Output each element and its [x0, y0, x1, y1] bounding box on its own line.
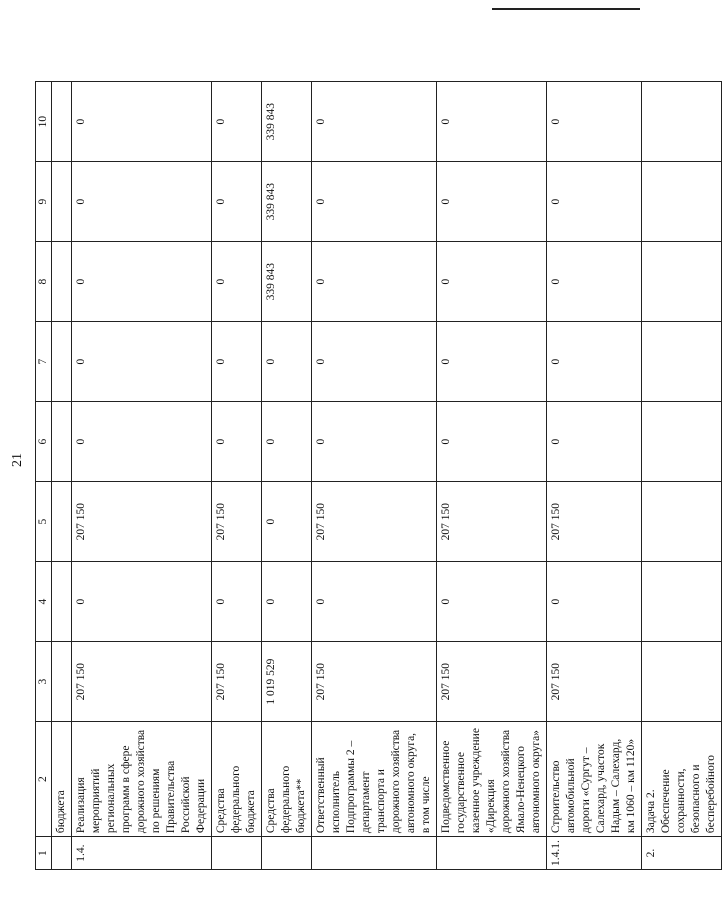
value-cell: 0 — [547, 562, 642, 642]
value-cell — [52, 402, 72, 482]
row-description: Реализация мероприятий региональных программ в сфере дорожного хозяйства по решениям Правительства Российской Федерации — [72, 722, 212, 837]
value-cell: 207 150 — [312, 482, 437, 562]
header-cell: 8 — [36, 242, 52, 322]
value-cell: 0 — [547, 402, 642, 482]
table-row — [72, 82, 212, 870]
table-row — [437, 82, 547, 870]
header-cell: 5 — [36, 482, 52, 562]
value-cell — [642, 242, 722, 322]
header-cell: 3 — [36, 642, 52, 722]
value-cell: 0 — [262, 562, 312, 642]
value-cell — [642, 322, 722, 402]
value-cell: 207 150 — [212, 482, 262, 562]
value-cell: 0 — [72, 562, 212, 642]
value-cell: 0 — [312, 162, 437, 242]
value-cell — [52, 482, 72, 562]
top-rule — [492, 8, 640, 10]
row-number: 1.4. — [72, 837, 212, 870]
value-cell: 0 — [312, 82, 437, 162]
header-cell: 10 — [36, 82, 52, 162]
value-cell: 0 — [72, 402, 212, 482]
row-number: 2. — [642, 837, 722, 870]
value-cell: 0 — [437, 82, 547, 162]
budget-table — [35, 81, 722, 870]
value-cell: 0 — [212, 242, 262, 322]
page-number: 21 — [10, 453, 25, 467]
value-cell: 339 843 — [262, 162, 312, 242]
value-cell: 207 150 — [72, 642, 212, 722]
value-cell: 0 — [547, 242, 642, 322]
value-cell — [642, 82, 722, 162]
value-cell — [642, 482, 722, 562]
value-cell: 207 150 — [547, 642, 642, 722]
value-cell: 0 — [437, 162, 547, 242]
value-cell: 207 150 — [312, 642, 437, 722]
value-cell: 0 — [212, 82, 262, 162]
row-description: Задача 2. Обеспечение сохранности, безопасного и бесперебойного — [642, 722, 722, 837]
value-cell: 0 — [212, 562, 262, 642]
table-row — [642, 82, 722, 870]
table-row — [212, 82, 262, 870]
value-cell: 0 — [312, 322, 437, 402]
value-cell: 339 843 — [262, 82, 312, 162]
value-cell: 1 019 529 — [262, 642, 312, 722]
value-cell: 207 150 — [547, 482, 642, 562]
header-cell: 2 — [36, 722, 52, 837]
header-row — [36, 82, 52, 870]
value-cell: 0 — [72, 82, 212, 162]
value-cell: 0 — [262, 482, 312, 562]
value-cell: 207 150 — [212, 642, 262, 722]
value-cell: 0 — [312, 562, 437, 642]
table-row — [547, 82, 642, 870]
table-row — [52, 82, 72, 870]
value-cell — [52, 642, 72, 722]
value-cell: 207 150 — [437, 642, 547, 722]
value-cell — [642, 402, 722, 482]
value-cell: 0 — [437, 322, 547, 402]
value-cell — [52, 162, 72, 242]
value-cell: 0 — [72, 162, 212, 242]
value-cell: 0 — [437, 562, 547, 642]
table-row — [312, 82, 437, 870]
value-cell: 0 — [212, 322, 262, 402]
value-cell — [52, 82, 72, 162]
row-description: Строительство автомобильной дороги «Сургут – Салехард, участок Надым – Салехард, км 1060 – км 1120» — [547, 722, 642, 837]
header-cell: 4 — [36, 562, 52, 642]
row-number — [212, 837, 262, 870]
rotated-page — [10, 25, 717, 895]
value-cell: 0 — [262, 402, 312, 482]
row-number — [312, 837, 437, 870]
value-cell: 0 — [262, 322, 312, 402]
header-cell: 6 — [36, 402, 52, 482]
value-cell: 0 — [547, 322, 642, 402]
header-cell: 9 — [36, 162, 52, 242]
value-cell — [642, 562, 722, 642]
row-description: Средства федерального бюджета** — [262, 722, 312, 837]
value-cell: 207 150 — [437, 482, 547, 562]
table-row — [262, 82, 312, 870]
value-cell: 0 — [72, 322, 212, 402]
value-cell — [642, 642, 722, 722]
value-cell: 0 — [437, 402, 547, 482]
header-cell: 1 — [36, 837, 52, 870]
row-description: Ответственный исполнитель Подпрограммы 2 – департамент транспорта и дорожного хозяйства автономного округа, в том числе — [312, 722, 437, 837]
row-description: бюджета — [52, 722, 72, 837]
value-cell: 0 — [547, 162, 642, 242]
row-number: 1.4.1. — [547, 837, 642, 870]
row-number — [437, 837, 547, 870]
value-cell: 339 843 — [262, 242, 312, 322]
value-cell: 0 — [437, 242, 547, 322]
value-cell: 0 — [212, 402, 262, 482]
value-cell — [52, 322, 72, 402]
row-description: Подведомственное государственное казенное учреждение «Дирекция дорожного хозяйства Ямало-Ненецкого автономного округа» — [437, 722, 547, 837]
value-cell: 0 — [312, 402, 437, 482]
row-number — [52, 837, 72, 870]
value-cell: 207 150 — [72, 482, 212, 562]
value-cell: 0 — [212, 162, 262, 242]
row-description: Средства федерального бюджета — [212, 722, 262, 837]
value-cell — [52, 242, 72, 322]
value-cell: 0 — [72, 242, 212, 322]
header-cell: 7 — [36, 322, 52, 402]
row-number — [262, 837, 312, 870]
value-cell: 0 — [312, 242, 437, 322]
value-cell: 0 — [547, 82, 642, 162]
value-cell — [642, 162, 722, 242]
value-cell — [52, 562, 72, 642]
